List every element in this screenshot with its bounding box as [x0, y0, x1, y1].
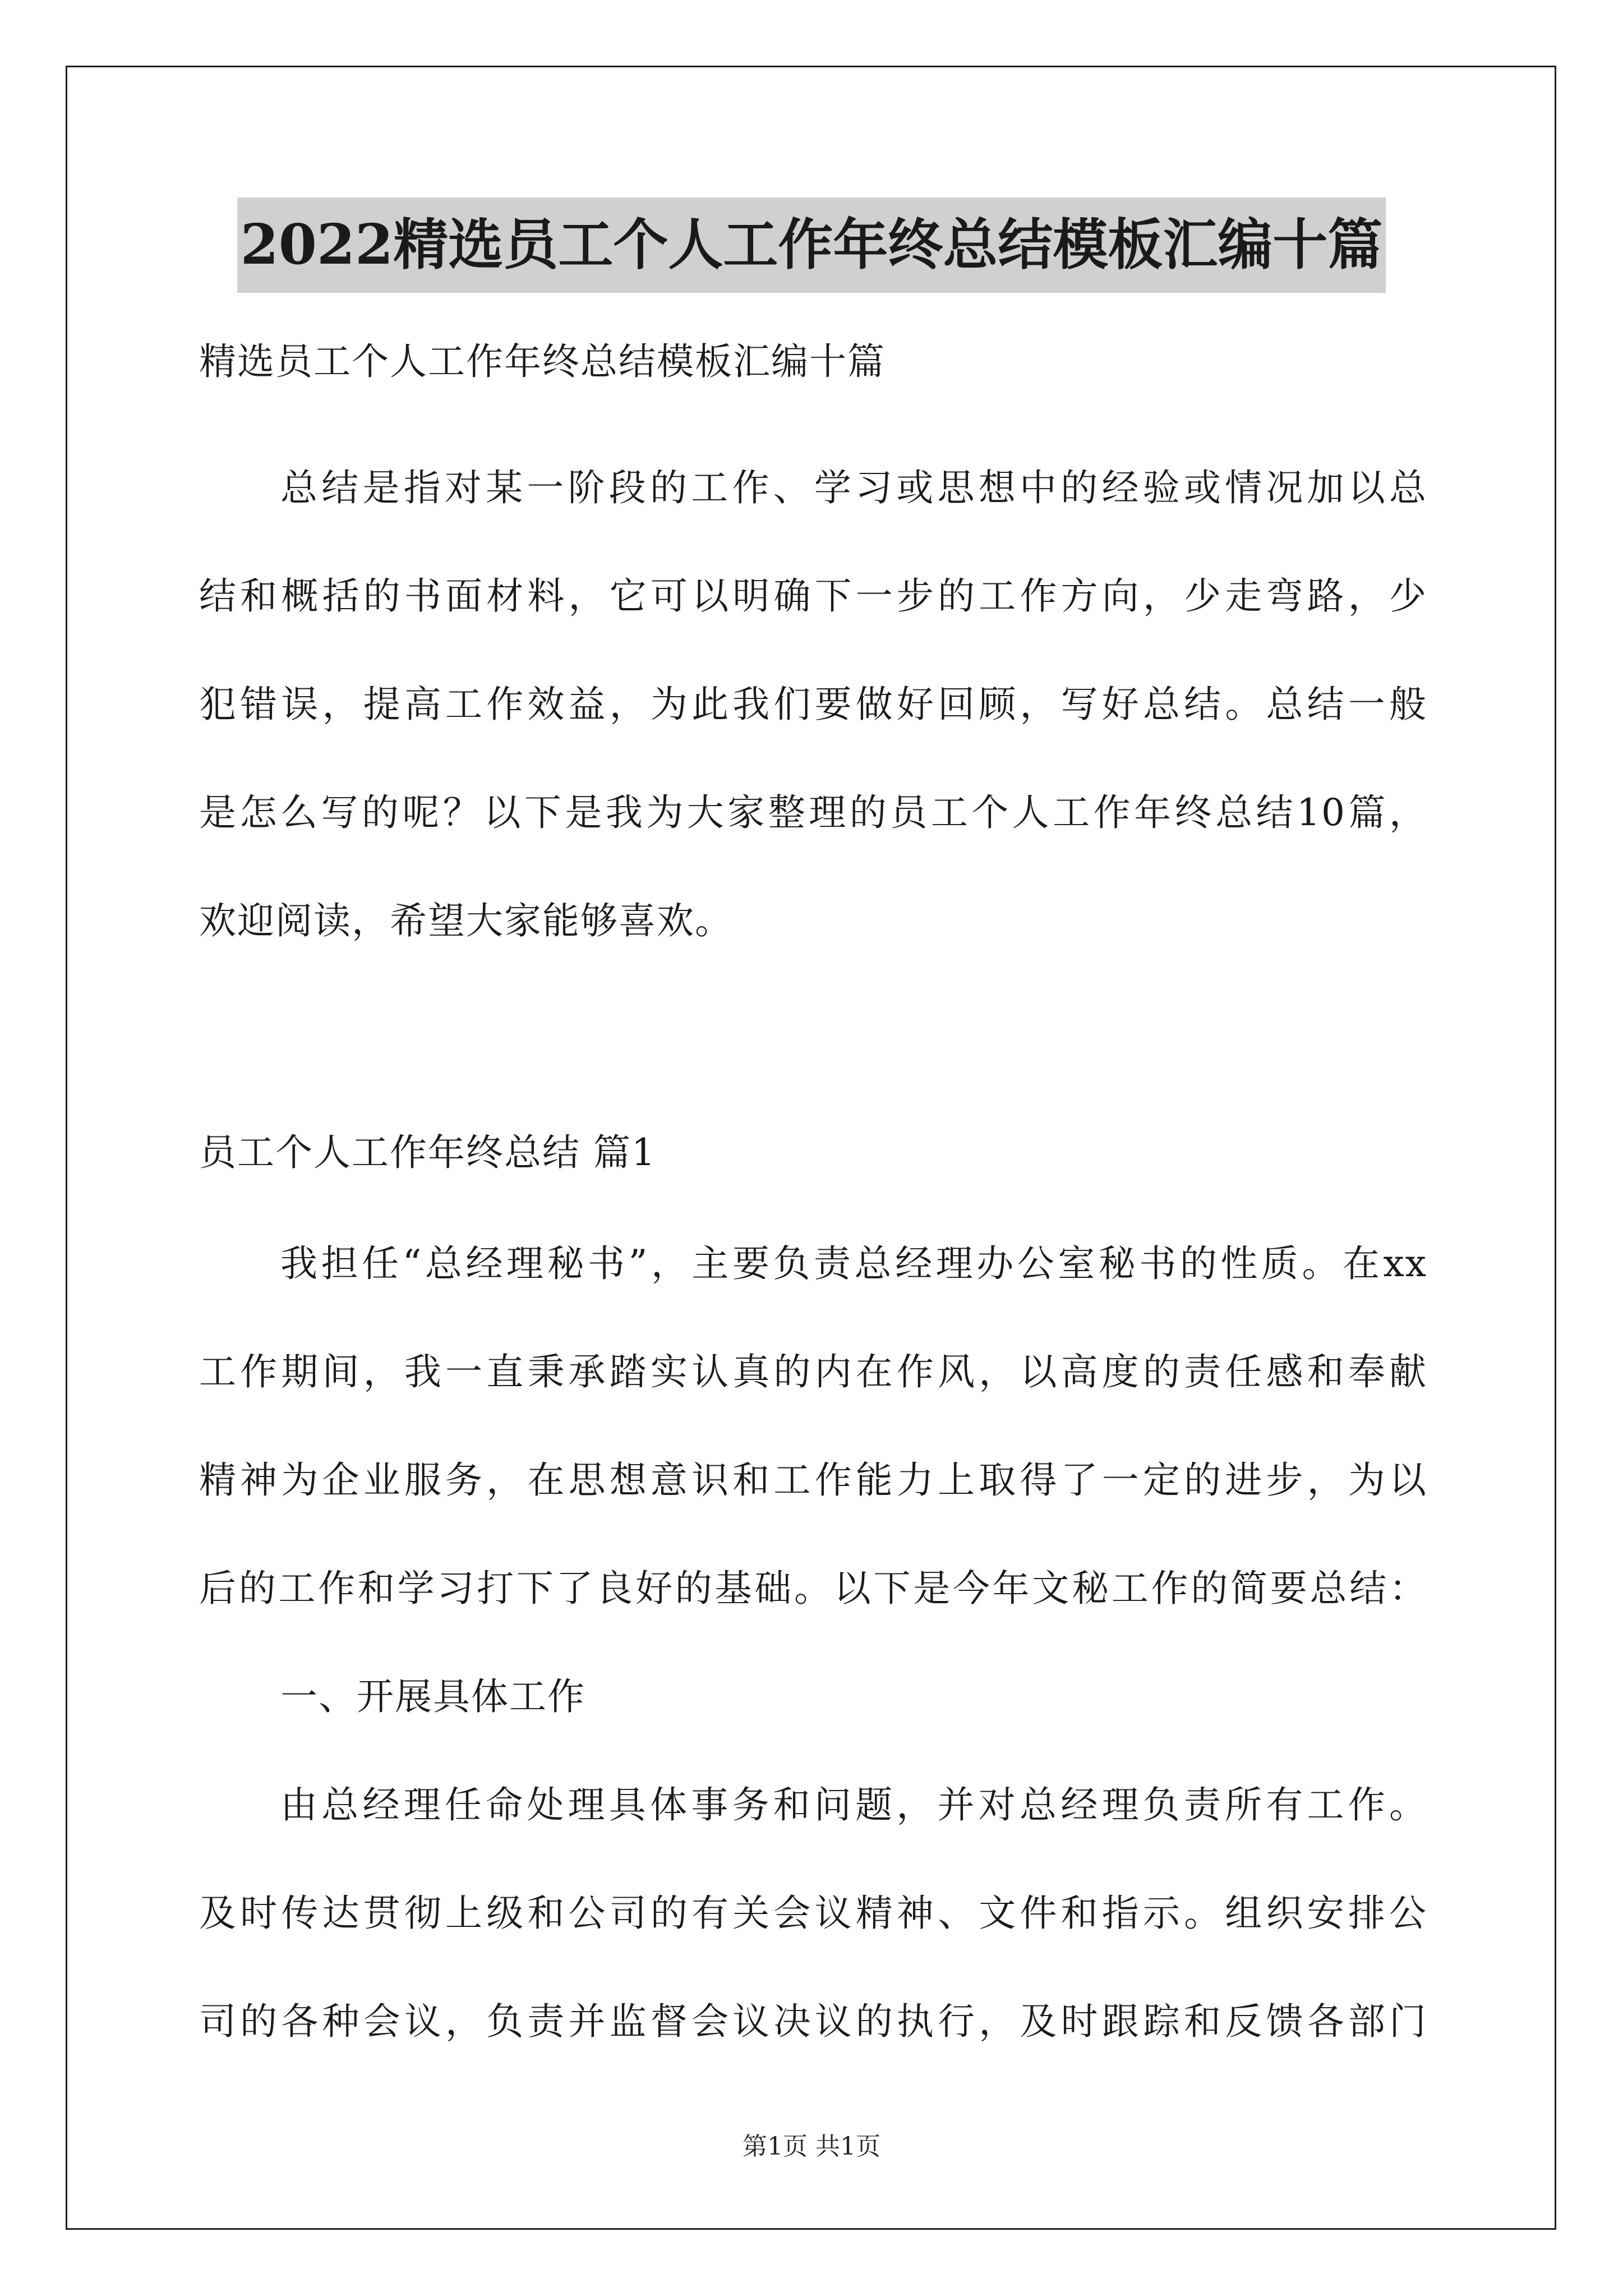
page-footer: 第1页 共1页: [743, 2132, 880, 2161]
intro-line-2: 结和概括的书面材料，它可以明确下一步的工作方向，少走弯路，少: [199, 574, 1427, 618]
intro-line-5: 欢迎阅读，希望大家能够喜欢。: [199, 899, 733, 942]
title-highlight: 2022精选员工个人工作年终总结模板汇编十篇: [237, 197, 1386, 293]
tail-line-2: 及时传达贯彻上级和公司的有关会议精神、文件和指示。组织安排公: [199, 1892, 1427, 1935]
section-line-1: 我担任“总经理秘书”，主要负责总经理办公室秘书的性质。在xx: [280, 1242, 1427, 1285]
tail-line-1: 由总经理任命处理具体事务和问题，并对总经理负责所有工作。: [280, 1783, 1427, 1826]
intro-line-4: 是怎么写的呢？以下是我为大家整理的员工个人工作年终总结10篇，: [199, 791, 1427, 834]
section-line-4: 后的工作和学习打下了良好的基础。以下是今年文秘工作的简要总结：: [199, 1567, 1427, 1610]
intro-line-3: 犯错误，提高工作效益，为此我们要做好回顾，写好总结。总结一般: [199, 683, 1427, 726]
document-subtitle: 精选员工个人工作年终总结模板汇编十篇: [199, 340, 886, 383]
section-heading: 员工个人工作年终总结 篇1: [199, 1131, 656, 1174]
document-title: [0, 197, 1623, 293]
subheading: 一、开展具体工作: [280, 1675, 585, 1718]
section-line-2: 工作期间，我一直秉承踏实认真的内在作风，以高度的责任感和奉献: [199, 1350, 1427, 1393]
tail-line-3: 司的各种会议，负责并监督会议决议的执行，及时跟踪和反馈各部门: [199, 2000, 1427, 2043]
intro-line-1: 总结是指对某一阶段的工作、学习或思想中的经验或情况加以总: [280, 466, 1427, 509]
section-line-3: 精神为企业服务，在思想意识和工作能力上取得了一定的进步，为以: [199, 1458, 1427, 1502]
